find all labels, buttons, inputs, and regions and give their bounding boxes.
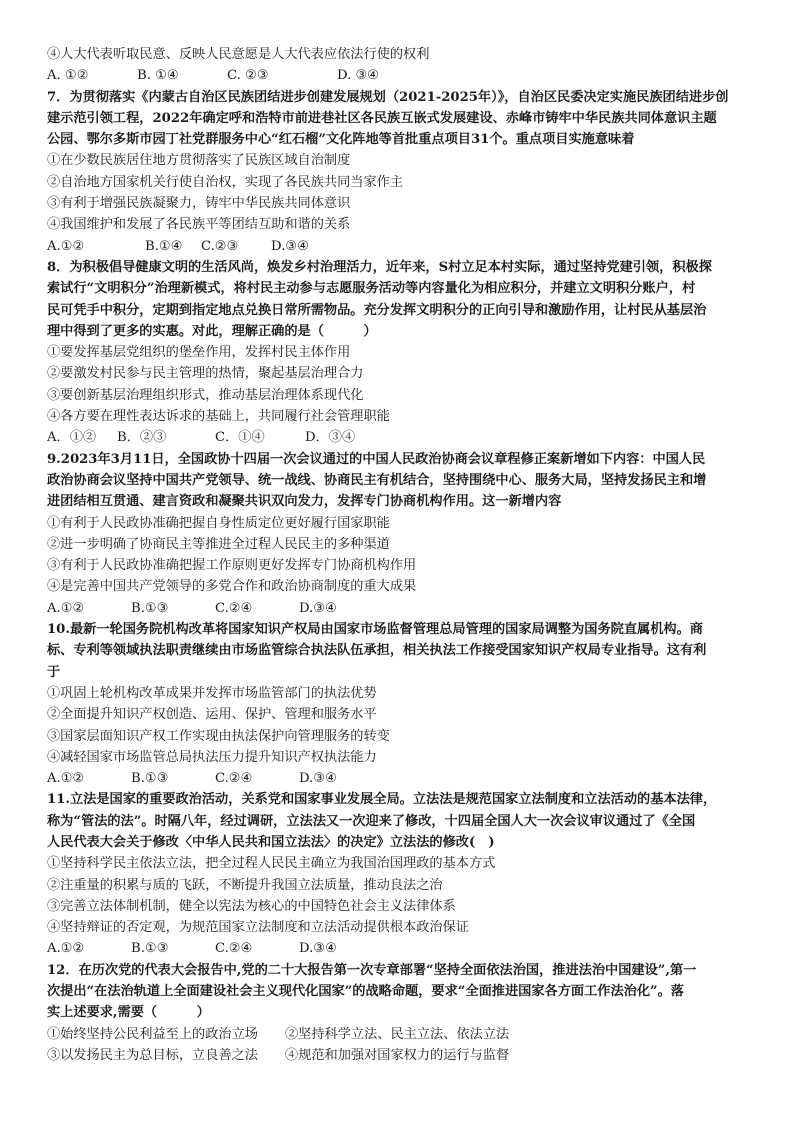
q12-options-row-2 [47, 1045, 761, 1066]
exam-page [47, 44, 761, 1066]
answer-d: D．③④ [305, 430, 356, 446]
question-9 [47, 449, 761, 619]
q8-option-1: ①要发挥基层党组织的堡垒作用，发挥村民主体作用 [47, 345, 351, 361]
answer-b: B.①③ [131, 771, 169, 787]
q9-stem-line: 政治协商会议坚持中国共产党领导、统一战线、协商民主有机结合，坚持围绕中心、服务大局，坚持发扬民主和增 [47, 472, 707, 488]
answer-a: A.①② [47, 941, 85, 957]
q7-option-4: ④我国维护和发展了各民族平等团结互助和谐的关系 [47, 217, 351, 233]
q9-option-1: ①有利于人民政协准确把握自身性质定位更好履行国家职能 [47, 515, 390, 531]
q7-answers [47, 236, 761, 257]
q11-option-3: ③完善立法体制机制，健全以宪法为核心的中国特色社会主义法律体系 [47, 898, 456, 914]
answer-d: D. ③④ [337, 68, 380, 84]
question-8 [47, 257, 761, 449]
answer-c: C.②④ [215, 771, 253, 787]
answer-a: A.①② [47, 771, 85, 787]
answer-d: D.③④ [299, 941, 337, 957]
answer-a: A. ①② [47, 68, 89, 84]
answer-b: B．②③ [117, 430, 167, 446]
answer-d: D.③④ [299, 600, 337, 616]
q11-stem-line: 称为“管法的法”。时隔八年，经过调研，立法法又一次迎来了修改，十四届全国人大一次会议审议通过了《全国 [47, 813, 696, 829]
q10-option-1: ①巩固上轮机构改革成果并发挥市场监管部门的执法优势 [47, 685, 377, 701]
q10-option-2: ②全面提升知识产权创造、运用、保护、管理和服务水平 [47, 707, 377, 723]
question-11 [47, 789, 761, 959]
q11-option-4: ④坚持辩证的否定观，为规范国家立法制度和立法活动提供根本政治保证 [47, 920, 469, 936]
answer-c: C.②④ [215, 600, 253, 616]
q11-option-2: ②注重量的积累与质的飞跃，不断提升我国立法质量，推动良法之治 [47, 877, 443, 893]
q11-option-1: ①坚持科学民主依法立法，把全过程人民民主确立为我国治国理政的基本方式 [47, 856, 496, 872]
q9-option-4: ④是完善中国共产党领导的多党合作和政治协商制度的重大成果 [47, 579, 417, 595]
q7-option-3: ③有利于增强民族凝聚力，铸牢中华民族共同体意识 [47, 196, 351, 212]
q8-option-2: ②要激发村民参与民主管理的热情，聚起基层治理合力 [47, 366, 364, 382]
answer-b: B.①④ [145, 238, 183, 254]
q6-option-4: ④人大代表听取民意、反映人民意愿是人大代表应依法行使的权利 [47, 47, 430, 62]
q12-option-1: ①始终坚持公民利益至上的政治立场 [47, 1026, 258, 1042]
q8-stem-line: 8．为积极倡导健康文明的生活风尚，焕发乡村治理活力，近年来，S村立足本村实际，通过坚持党建引领，积极探 [47, 259, 712, 275]
q6-answers [47, 65, 761, 86]
question-12 [47, 960, 761, 1066]
q10-stem-line: 标、专利等领域执法职责继续由市场监管综合执法队伍承担，相关执法工作接受国家知识产权局专业指导。这有利 [47, 643, 707, 659]
q10-option-3: ③国家层面知识产权工作实现由执法保护向管理服务的转变 [47, 728, 390, 744]
q12-option-2: ②坚持科学立法、民主立法、依法立法 [285, 1026, 510, 1042]
q12-stem-line: 12．在历次党的代表大会报告中,党的二十大报告第一次专章部署“坚持全面依法治国，推进法治中国建设”,第一 [47, 962, 697, 978]
q8-answers [47, 427, 761, 448]
answer-b: B.①③ [131, 600, 169, 616]
q12-option-3: ③以发扬民主为总目标，立良善之法 [47, 1047, 258, 1063]
q8-stem-line: 民可凭手中积分，定期到指定地点兑换日常所需物品。充分发挥文明积分的正向引导和激励作用，让村民从基层治 [47, 302, 707, 318]
q10-stem-line: 10.最新一轮国务院机构改革将国家知识产权局由国家市场监督管理总局管理的国家局调整为国务院直属机构。商 [47, 622, 703, 638]
q8-option-3: ③要创新基层治理组织形式，推动基层治理体系现代化 [47, 387, 364, 403]
q11-stem-line: 11.立法是国家的重要政治活动，关系党和国家事业发展全局。立法法是规范国家立法制度和立法活动的基本法律， [47, 792, 717, 808]
q12-option-4: ④规范和加强对国家权力的运行与监督 [285, 1047, 510, 1063]
q8-stem-line: 索试行“文明积分”治理新模式，将村民主动参与志愿服务活动等内容量化为相应积分，并建立文明积分账户，村 [47, 281, 696, 297]
q7-stem-line: 建示范引领工程，2022年确定呼和浩特市前进巷社区各民族互嵌式发展建设、赤峰市铸牢中华民族共同体意识主题 [47, 110, 717, 126]
q12-options-row-1 [47, 1024, 761, 1045]
q9-option-3: ③有利于人民政协准确把握工作原则更好发挥专门协商机构作用 [47, 558, 417, 574]
q9-option-2: ②进一步明确了协商民主等推进全过程人民民主的多种渠道 [47, 536, 390, 552]
answer-c: C.②③ [201, 238, 239, 254]
q9-stem-line: 进团结相互贯通、建言资政和凝聚共识双向发力，发挥专门协商机构作用。这一新增内容 [47, 494, 562, 510]
q7-stem-line: 公园、鄂尔多斯市园丁社党群服务中心“红石榴”文化阵地等首批重点项目31个。重点项目实施意味着 [47, 132, 635, 148]
question-10 [47, 619, 761, 789]
q12-stem-line: 实上述要求,需要（ ） [47, 1005, 210, 1021]
q11-answers [47, 938, 761, 959]
question-7 [47, 87, 761, 257]
q7-stem-line: 7．为贯彻落实《内蒙古自治区民族团结进步创建发展规划（2021-2025年）》，自治区民委决定实施民族团结进步创 [47, 89, 729, 105]
q12-stem-line: 次提出“在法治轨道上全面建设社会主义现代化国家”的战略命题，要求“全面推进国家各方面工作法治化”。落 [47, 984, 684, 1000]
q9-answers [47, 598, 761, 619]
answer-b: B. ①④ [137, 68, 179, 84]
answer-c: C．①④ [215, 430, 265, 446]
q10-option-4: ④减轻国家市场监管总局执法压力提升知识产权执法能力 [47, 749, 377, 765]
answer-b: B.①③ [131, 941, 169, 957]
q7-option-1: ①在少数民族居住地方贯彻落实了民族区域自治制度 [47, 153, 351, 169]
q9-stem-line: 9.2023年3月11日，全国政协十四届一次会议通过的中国人民政治协商会议章程修正案新增如下内容：中国人民 [47, 451, 706, 467]
q10-stem-line: 于 [47, 664, 61, 680]
answer-d: D.③④ [271, 238, 309, 254]
q11-stem-line: 人民代表大会关于修改〈中华人民共和国立法法〉的决定》立法法的修改( ) [47, 834, 495, 850]
answer-a: A.①② [47, 600, 85, 616]
q7-option-2: ②自治地方国家机关行使自治权，实现了各民族共同当家作主 [47, 174, 404, 190]
answer-c: C.②④ [215, 941, 253, 957]
answer-d: D.③④ [299, 771, 337, 787]
answer-c: C. ②③ [227, 68, 269, 84]
q8-stem-line: 理中得到了更多的实惠。对此，理解正确的是（ ） [47, 323, 377, 339]
q8-option-4: ④各方要在理性表达诉求的基础上，共同履行社会管理职能 [47, 409, 390, 425]
q10-answers [47, 768, 761, 789]
answer-a: A．①② [47, 430, 97, 446]
answer-a: A.①② [47, 238, 85, 254]
